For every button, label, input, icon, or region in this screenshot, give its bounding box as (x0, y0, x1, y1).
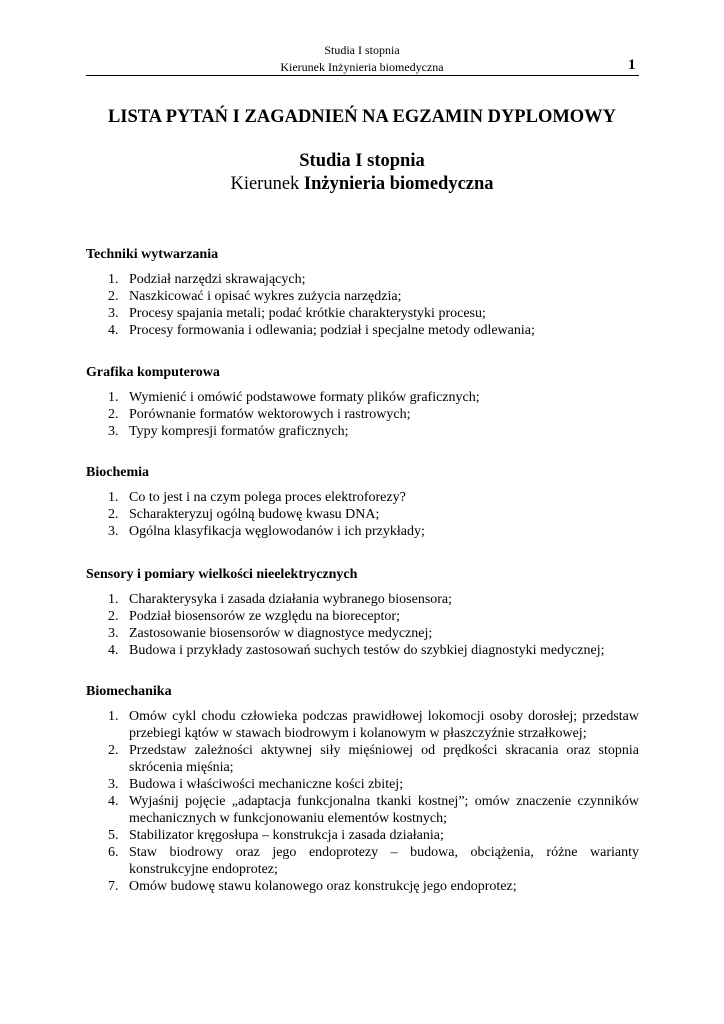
question-item: 2. Naszkicować i opisać wykres zużycia narzędzia; (108, 289, 402, 304)
question-item: 4. Wyjaśnij pojęcie „adaptacja funkcjonalna tkanki kostnej”; omów znaczenie czynników mechanicznych w funkcjonowaniu elementów kostnych; (108, 794, 639, 826)
question-list (86, 708, 639, 895)
question-item: 3. Procesy spajania metali; podać krótkie charakterystyki procesu; (108, 306, 486, 321)
section-grafika-komputerowa (86, 364, 639, 440)
question-item: 5. Stabilizator kręgosłupa – konstrukcja i zasada działania; (108, 828, 444, 843)
study-level-title: Studia I stopnia (299, 151, 425, 171)
section-biochemia (86, 464, 639, 540)
field-of-study-title (0, 174, 724, 195)
section-heading: Biomechanika (86, 684, 172, 699)
question-list (86, 389, 639, 440)
page-number: 1 (628, 57, 636, 73)
section-heading: Grafika komputerowa (86, 365, 220, 380)
question-item: 1. Co to jest i na czym polega proces elektroforezy? (108, 490, 406, 505)
question-item: 3. Zastosowanie biosensorów w diagnostyce medycznej; (108, 626, 433, 641)
header-study-level: Studia I stopnia (324, 43, 400, 57)
question-item: 4. Budowa i przykłady zastosowań suchych testów do szybkiej diagnostyki medycznej; (108, 643, 605, 658)
question-item: 3. Typy kompresji formatów graficznych; (108, 424, 349, 439)
question-item: 3. Budowa i właściwości mechaniczne kości zbitej; (108, 777, 404, 792)
question-item: 1. Wymienić i omówić podstawowe formaty plików graficznych; (108, 390, 480, 405)
section-techniki-wytwarzania (86, 246, 639, 339)
question-item: 2. Scharakteryzuj ogólną budowę kwasu DNA; (108, 507, 380, 522)
question-item: 1. Podział narzędzi skrawających; (108, 272, 306, 287)
question-item: 2. Przedstaw zależności aktywnej siły mięśniowej od prędkości skracania oraz stopnia skrócenia mięśnia; (108, 743, 639, 775)
section-sensory-i-pomiary (86, 566, 639, 659)
section-heading: Sensory i pomiary wielkości nieelektrycznych (86, 567, 358, 582)
question-item: 2. Porównanie formatów wektorowych i rastrowych; (108, 407, 411, 422)
question-item: 4. Procesy formowania i odlewania; podział i specjalne metody odlewania; (108, 323, 535, 338)
field-name: Inżynieria biomedyczna (303, 174, 494, 194)
question-item: 3. Ogólna klasyfikacja węglowodanów i ich przykłady; (108, 524, 425, 539)
question-item: 6. Staw biodrowy oraz jego endoprotezy – budowa, obciążenia, różne warianty konstrukcyjne endoprotez; (108, 845, 639, 877)
page-title: LISTA PYTAŃ I ZAGADNIEŃ NA EGZAMIN DYPLOMOWY (107, 107, 617, 127)
section-heading: Biochemia (86, 465, 149, 480)
question-list (86, 591, 639, 659)
question-item: 1. Charakterysyka i zasada działania wybranego biosensora; (108, 592, 453, 607)
header-divider (86, 75, 639, 76)
question-list (86, 489, 639, 540)
question-item: 1. Omów cykl chodu człowieka podczas prawidłowej lokomocji osoby dorosłej; przedstaw przebiegi kątów w stawach biodrowym i kolanowym w płaszczyźnie strzałkowej; (108, 709, 639, 741)
section-biomechanika (86, 683, 639, 895)
question-item: 2. Podział biosensorów ze względu na bioreceptor; (108, 609, 400, 624)
question-list (86, 271, 639, 339)
section-heading: Techniki wytwarzania (86, 247, 219, 262)
header-field-of-study: Kierunek Inżynieria biomedyczna (280, 60, 444, 74)
field-prefix: Kierunek (230, 174, 304, 194)
question-item: 7. Omów budowę stawu kolanowego oraz konstrukcję jego endoprotez; (108, 879, 517, 894)
